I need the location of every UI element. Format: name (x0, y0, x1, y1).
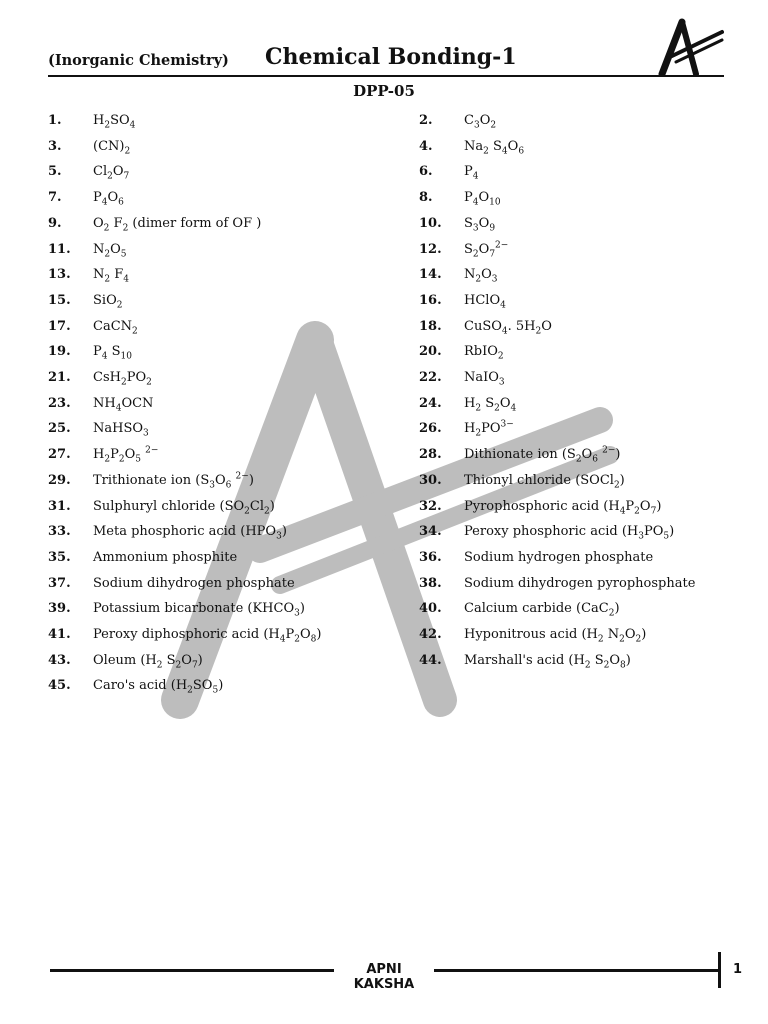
question-number: 3. (48, 138, 62, 154)
question-text: Ammonium phosphite (93, 549, 238, 565)
question-text: $P_4$ $S_{10}$ (93, 344, 132, 362)
question-number: 8. (419, 190, 433, 206)
question-number: 6. (419, 164, 433, 180)
question-text: $NH_4OCN$ (93, 395, 154, 414)
footer-brand: APNI KAKSHA (353, 962, 415, 992)
question-number: 14. (419, 267, 442, 283)
question-text: Oleum ($H_2$ $S_2O_7$) (93, 652, 203, 671)
question-text: $N_2O_3$ (464, 267, 498, 285)
question-number: 22. (419, 370, 442, 385)
question-number: 5. (48, 164, 62, 180)
question-number: 7. (48, 190, 62, 206)
question-text: Sodium dihydrogen phosphate (93, 575, 295, 591)
question-number: 17. (48, 318, 71, 334)
question-text: Hyponitrous acid ($H_2$ $N_2O_2$) (464, 627, 647, 645)
question-text: NaIO$_3$ (464, 370, 505, 388)
question-text: $S_3O_9$ (464, 215, 496, 234)
question-number: 2. (419, 113, 433, 128)
question-text: $P_4$ (464, 164, 479, 182)
question-number: 37. (48, 575, 71, 591)
brand-logo-icon (652, 18, 724, 76)
question-number: 43. (48, 652, 71, 668)
footer-divider (718, 952, 721, 988)
question-text: Pyrophosphoric acid $(H_4P_2O_7)$ (464, 498, 662, 517)
question-number: 13. (48, 267, 71, 283)
question-number: 44. (419, 652, 442, 668)
question-text: $N_2$ $F_4$ (93, 267, 129, 285)
question-text: Peroxy phosphoric acid $(H_3PO_5)$ (464, 524, 675, 542)
question-number: 34. (419, 524, 442, 540)
question-number: 4. (419, 138, 433, 154)
question-number: 27. (48, 447, 71, 463)
question-text: Sodium dihydrogen pyrophosphate (464, 575, 696, 591)
question-number: 29. (48, 472, 71, 488)
page-title: Chemical Bonding-1 (265, 44, 517, 70)
question-number: 20. (419, 344, 442, 360)
question-number: 35. (48, 549, 71, 565)
question-text: $CsH_2PO_2$ (93, 370, 152, 388)
question-text: RbIO$_2$ (464, 344, 504, 362)
question-text: Potassium bicarbonate $(KHCO_3)$ (93, 601, 305, 619)
question-number: 26. (419, 421, 442, 437)
question-text: $(CN)_2$ (93, 138, 131, 157)
question-text: $P_4O_{10}$ (464, 190, 501, 208)
question-text: Calcium carbide (CaC$_2$) (464, 601, 620, 619)
question-number: 19. (48, 344, 71, 360)
question-text: Dithionate ion ($S_2O_6$ $^{2-}$) (464, 445, 621, 465)
question-number: 1. (48, 113, 62, 128)
question-text: $S_2O_7^{2-}$ (464, 240, 509, 260)
subject-label: (Inorganic Chemistry) (48, 52, 229, 69)
question-number: 28. (419, 447, 442, 463)
question-number: 32. (419, 498, 442, 514)
page-number: 1 (733, 962, 743, 977)
question-text: HClO$_4$ (464, 292, 506, 311)
question-text: Meta phosphoric acid $(HPO_3)$ (93, 524, 287, 542)
question-text: $H_2PO^{3-}$ (464, 420, 514, 439)
question-text: Peroxy diphosphoric acid $(H_4P_2O_8)$ (93, 627, 322, 645)
question-number: 45. (48, 678, 71, 694)
question-text: $C_3O_2$ (464, 113, 497, 131)
question-text: $Na_2$ $S_4O_6$ (464, 138, 525, 157)
question-number: 9. (48, 215, 62, 231)
question-number: 30. (419, 472, 442, 488)
question-number: 42. (419, 627, 442, 642)
page-header (48, 44, 724, 78)
question-number: 18. (419, 318, 442, 334)
question-text: Trithionate ion ($S_3O_6$ $^{2-}$) (93, 471, 254, 491)
question-text: $P_4O_6$ (93, 190, 124, 208)
question-text: $H_2SO_4$ (93, 113, 136, 131)
question-text: $H_2$ $S_2O_4$ (464, 395, 517, 414)
question-text: Thionyl chloride (SOCl$_2$) (464, 472, 625, 491)
question-text: $Cl_2O_7$ (93, 164, 130, 182)
question-number: 16. (419, 292, 442, 308)
question-text: SiO$_2$ (93, 292, 123, 311)
question-number: 24. (419, 395, 442, 411)
question-number: 38. (419, 575, 442, 591)
question-number: 21. (48, 370, 71, 385)
question-text: $O_2$ $F_2$ (dimer form of OF ) (93, 215, 262, 234)
question-number: 31. (48, 498, 71, 514)
question-text: Caro's acid $(H_2SO_5)$ (93, 678, 224, 696)
question-number: 33. (48, 524, 71, 540)
dpp-label: DPP-05 (353, 82, 415, 100)
question-text: $H_2P_2O_5$ $^{2-}$ (93, 445, 159, 465)
question-number: 40. (419, 601, 442, 617)
question-number: 12. (419, 241, 442, 257)
header-rule (48, 75, 724, 77)
question-text: Sulphuryl chloride $(SO_2Cl_2)$ (93, 498, 275, 517)
question-text: NaHSO$_3$ (93, 421, 149, 439)
question-number: 15. (48, 292, 71, 308)
question-text: Marshall's acid ($H_2$ $S_2O_8$) (464, 652, 631, 671)
question-text: CuSO$_4$. $5H_2O$ (464, 318, 552, 337)
question-text: $N_2O_5$ (93, 241, 127, 260)
question-number: 36. (419, 549, 442, 565)
question-number: 10. (419, 215, 442, 231)
question-number: 25. (48, 421, 71, 437)
question-text: CaCN$_2$ (93, 318, 138, 337)
footer-rule-left (50, 969, 334, 972)
question-number: 41. (48, 627, 71, 642)
question-number: 39. (48, 601, 71, 617)
question-number: 11. (48, 241, 71, 257)
footer-rule-right (434, 969, 719, 972)
question-number: 23. (48, 395, 71, 411)
question-text: Sodium hydrogen phosphate (464, 549, 654, 565)
